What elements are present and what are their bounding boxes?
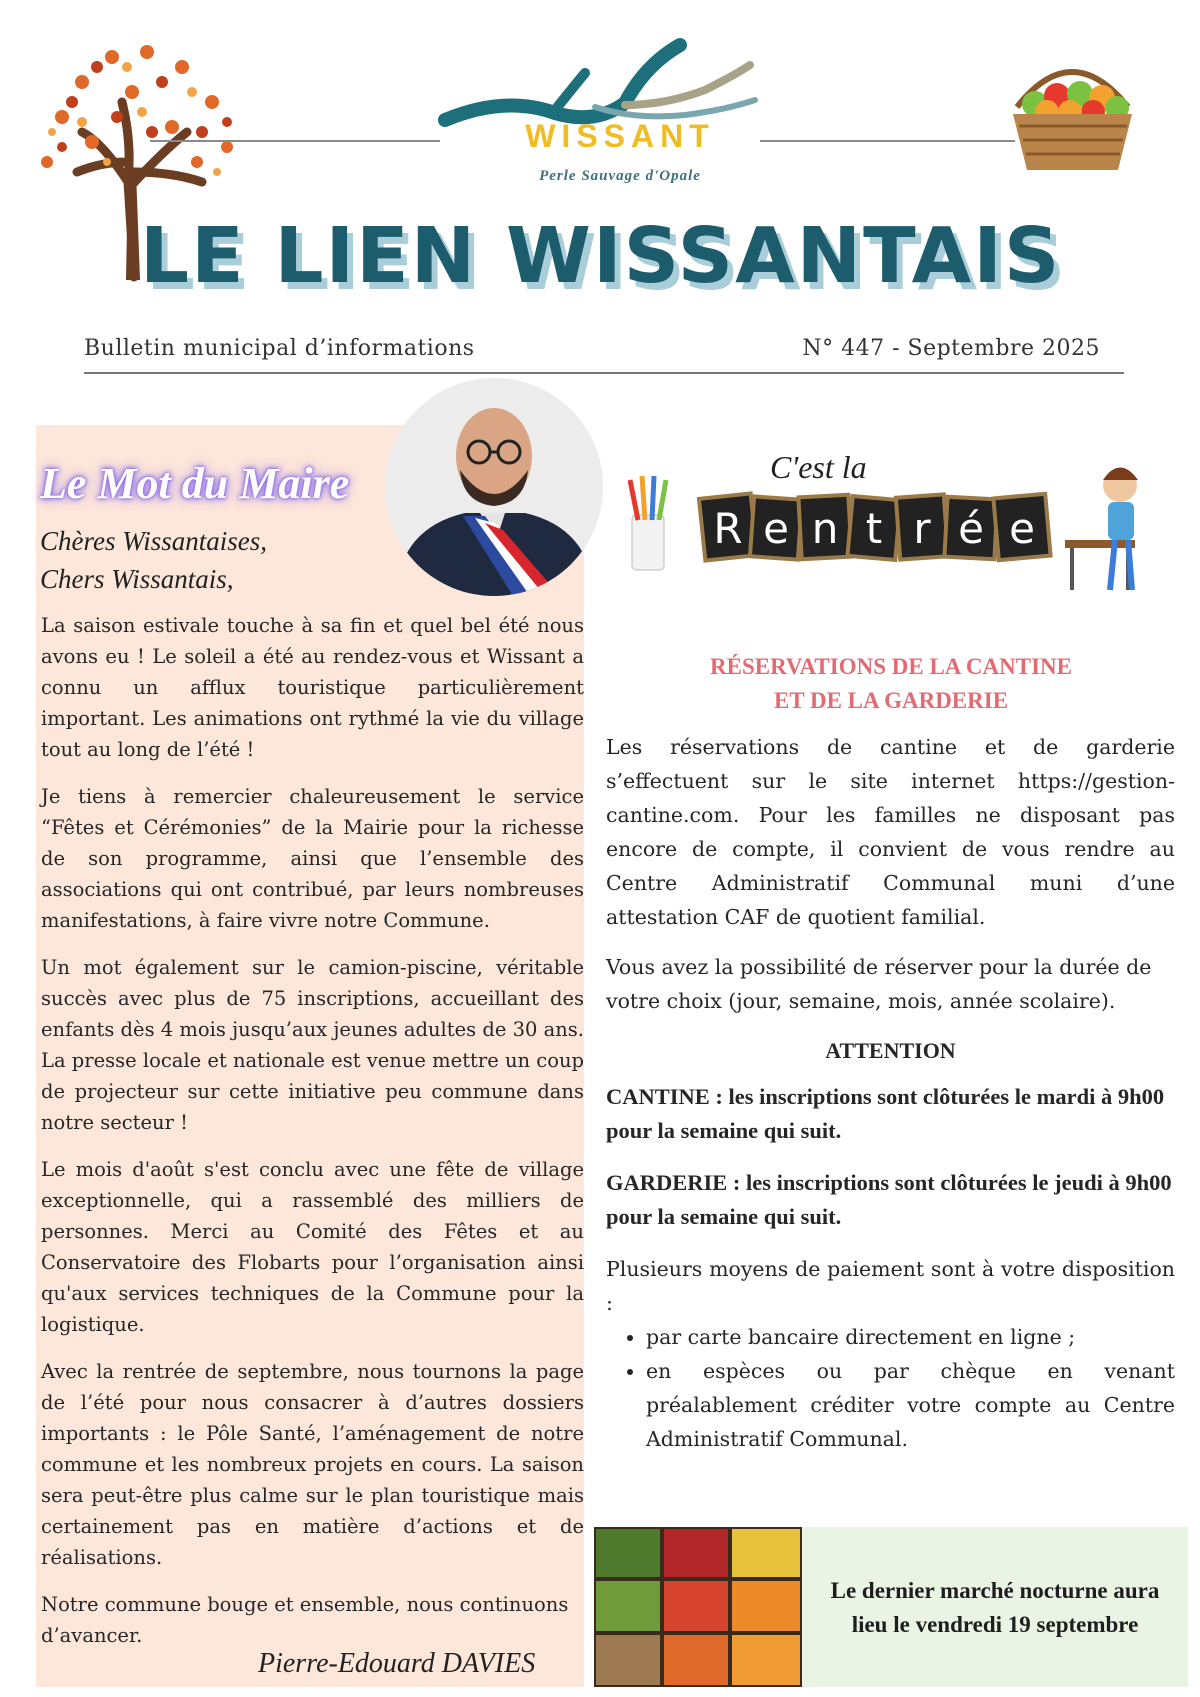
rentree-letter-tiles [699, 493, 1051, 560]
logo-wordmark: WISSANT [525, 118, 715, 154]
mayor-paragraph: Un mot également sur le camion-piscine, véritable succès avec plus de 75 inscriptions, accueillant des enfants dès 4 mois jusqu’aux jeunes adultes de 30 ans. La presse locale et nationale est venue mettre un coup de projecteur sur cette initiative peu commune dans notre secteur ! [41, 956, 584, 1134]
mayor-paragraph: Notre commune bouge et ensemble, nous continuons d’avancer. [41, 1593, 569, 1647]
rentree-small-label: C'est la [770, 449, 867, 485]
payment-method-item: • en espèces ou par chèque en venant préalablement créditer votre compte au Centre Administratif Communal. [646, 1354, 1175, 1456]
rentree-letter: t [865, 504, 883, 553]
pencil-cup-icon [630, 476, 666, 570]
market-line-2: lieu le vendredi 19 septembre [851, 1612, 1139, 1637]
attention-heading: ATTENTION [825, 1038, 956, 1063]
reservations-title-line-1: RÉSERVATIONS DE LA CANTINE [710, 654, 1072, 679]
mayor-portrait [385, 378, 603, 596]
mayor-paragraph: La saison estivale touche à sa fin et quel bel été nous avons eu ! Le soleil a été au rendez-vous et Wissant a connu un afflux touristique particulièrement important. Les animations ont rythmé la vie du village tout au long de l’été ! [41, 614, 584, 761]
payment-method-item: • par carte bancaire directement en ligne ; [646, 1320, 1175, 1354]
rentree-letter: e [1009, 504, 1035, 553]
greeting-line-2: Chers Wissantais, [40, 564, 234, 594]
mayor-avatar-icon [385, 378, 603, 596]
payment-intro: Plusieurs moyens de paiement sont à votre disposition : [606, 1257, 1175, 1315]
mayor-greeting [40, 522, 267, 598]
garderie-deadline: GARDERIE : les inscriptions sont clôturées le jeudi à 9h00 pour la semaine qui suit. [606, 1170, 1172, 1229]
bulletin-subtitle: Bulletin municipal d’informations [84, 336, 475, 361]
rentree-banner [620, 440, 1180, 600]
cantine-deadline: CANTINE : les inscriptions sont clôturées le mardi à 9h00 pour la semaine qui suit. [606, 1084, 1165, 1143]
logo-tagline: Perle Sauvage d'Opale [539, 168, 701, 184]
mayor-paragraph: Le mois d'août s'est conclu avec une fête de village exceptionnelle, qui a rassemblé des milliers de personnes. Merci au Comité des Fêtes et au Conservatoire des Flobarts pour l’organisation ainsi qu'aux services techniques de la Commune pour la logistique. [41, 1158, 584, 1336]
issue-number: N° 447 - Septembre 2025 [802, 336, 1100, 361]
newsletter-title: LE LIEN WISSANTAIS [140, 212, 1062, 301]
greeting-line-1: Chères Wissantaises, [40, 526, 268, 556]
market-line-1: Le dernier marché nocturne aura [830, 1578, 1160, 1603]
mayor-paragraph: Je tiens à remercier chaleureusement le service “Fêtes et Cérémonies” de la Mairie pour la richesse de son programme, ainsi que l’ensemble des associations qui ont contribué, par leurs nombreuses manifestations, à faire vivre notre Commune. [41, 785, 584, 932]
vegetable-market-photo [594, 1527, 802, 1687]
mayor-signature: Pierre-Edouard DAVIES [258, 1648, 536, 1679]
rentree-letter: e [763, 504, 789, 553]
rentree-letter: é [958, 504, 984, 553]
reservations-paragraph: Vous avez la possibilité de réserver pour la durée de votre choix (jour, semaine, mois, année scolaire). [606, 955, 1152, 1013]
night-market-announcement [806, 1574, 1184, 1642]
mayor-paragraph: Avec la rentrée de septembre, nous tournons la page de l’été pour nous consacrer à d’autres dossiers importants : le Pôle Santé, l’aménagement de notre commune et les nombreux projets en cours. La saison sera peut-être plus calme sur le plan touristique mais certainement pas en matière d’actions et de réalisations. [41, 1360, 584, 1569]
reservations-paragraph: Les réservations de cantine et de garderie s’effectuent sur le site internet https://gestion-cantine.com. Pour les familles ne disposant pas encore de compte, il convient de vous rendre au Centre Administratif Communal muni d’une attestation CAF de quotient familial. [606, 735, 1175, 929]
mayor-message-body [41, 610, 584, 1667]
payment-methods-list [606, 1320, 1175, 1456]
rentree-letter: r [913, 504, 931, 553]
mayor-heading: Le Mot du Maire [40, 459, 350, 508]
rentree-letter: R [713, 504, 743, 553]
header-rule-left [150, 140, 440, 142]
reservations-body [606, 730, 1175, 1456]
reservations-title-line-2: ET DE LA GARDERIE [773, 688, 1009, 713]
subtitle-rule [84, 372, 1124, 374]
child-at-desk-icon [1065, 468, 1138, 591]
reservations-title [606, 650, 1176, 718]
header-rule-right [760, 140, 1015, 142]
rentree-letter: n [811, 504, 839, 553]
apple-basket-illustration [1005, 52, 1140, 177]
